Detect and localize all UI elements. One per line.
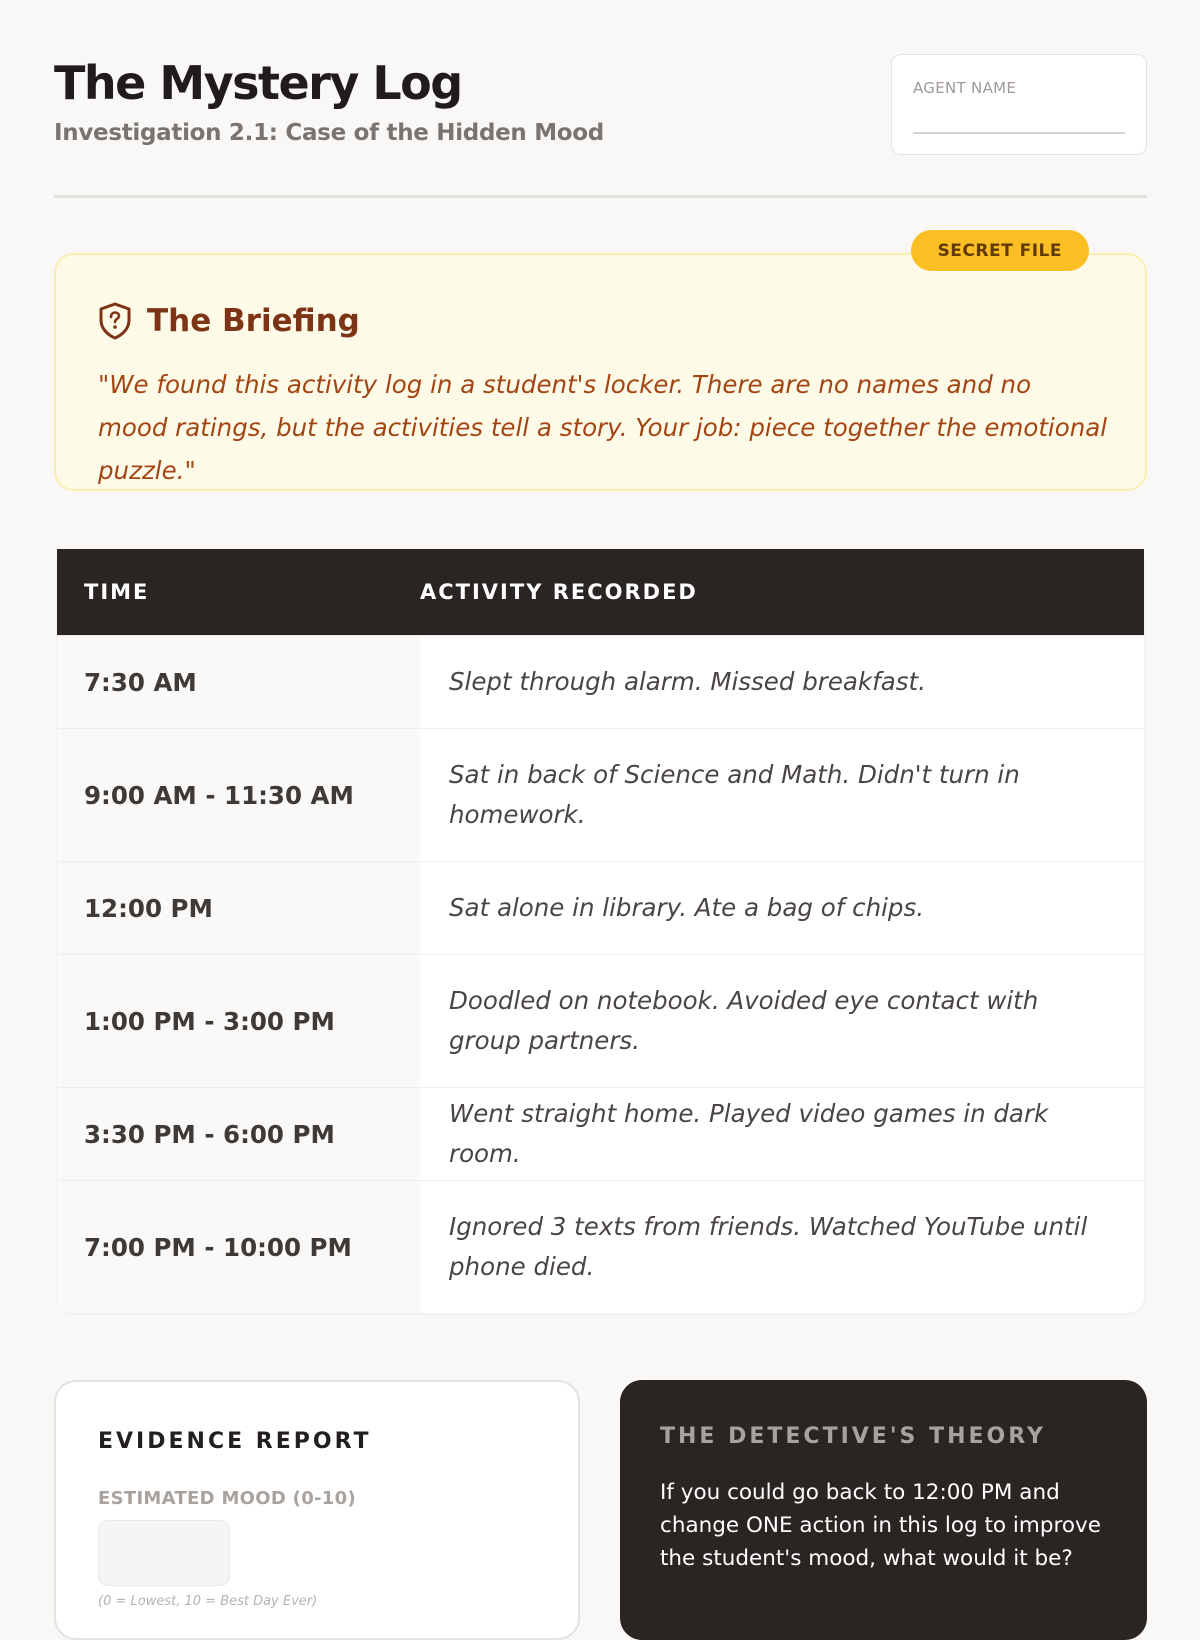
table-row — [57, 861, 1144, 954]
row-activity: Ignored 3 texts from friends. Watched YouTube until phone died. — [449, 1212, 1088, 1281]
table-row — [57, 728, 1144, 861]
briefing-header — [98, 302, 360, 340]
row-time: 9:00 AM - 11:30 AM — [57, 729, 420, 861]
page-title: The Mystery Log — [54, 56, 462, 110]
column-header-activity: ACTIVITY RECORDED — [420, 580, 698, 604]
page-header — [54, 0, 1147, 198]
agent-name-field[interactable] — [891, 54, 1147, 155]
row-activity: Doodled on notebook. Avoided eye contact with group partners. — [449, 986, 1039, 1055]
theory-title: THE DETECTIVE'S THEORY — [660, 1424, 1046, 1449]
row-time: 7:30 AM — [57, 636, 420, 728]
page-subtitle: Investigation 2.1: Case of the Hidden Mood — [54, 120, 604, 146]
evidence-report-card — [54, 1380, 580, 1640]
estimated-mood-input[interactable] — [98, 1520, 230, 1586]
briefing-card — [54, 240, 1147, 491]
row-time: 12:00 PM — [57, 862, 420, 954]
activity-log-table — [57, 549, 1144, 1313]
theory-question: If you could go back to 12:00 PM and change ONE action in this log to improve the student's mood, what would it be? — [660, 1480, 1101, 1571]
row-activity: Sat in back of Science and Math. Didn't turn in homework. — [449, 760, 1020, 829]
table-row — [57, 1087, 1144, 1180]
briefing-title: The Briefing — [147, 303, 360, 339]
detective-theory-card — [620, 1380, 1147, 1640]
row-activity: Sat alone in library. Ate a bag of chips. — [449, 893, 925, 922]
column-header-time: TIME — [84, 580, 150, 604]
table-row — [57, 954, 1144, 1087]
agent-name-label: AGENT NAME — [913, 79, 1017, 97]
row-activity: Went straight home. Played video games in dark room. — [449, 1099, 1049, 1168]
estimated-mood-label: ESTIMATED MOOD (0-10) — [98, 1488, 356, 1509]
secret-file-badge: SECRET FILE — [911, 230, 1089, 271]
table-header — [57, 549, 1144, 635]
row-activity: Slept through alarm. Missed breakfast. — [449, 667, 926, 696]
table-row — [57, 635, 1144, 728]
table-row — [57, 1180, 1144, 1313]
shield-question-icon — [98, 302, 132, 340]
evidence-report-title: EVIDENCE REPORT — [98, 1429, 372, 1454]
row-time: 1:00 PM - 3:00 PM — [57, 955, 420, 1087]
row-time: 7:00 PM - 10:00 PM — [57, 1181, 420, 1313]
row-time: 3:30 PM - 6:00 PM — [57, 1088, 420, 1180]
mood-scale-hint: (0 = Lowest, 10 = Best Day Ever) — [98, 1594, 318, 1609]
briefing-quote: "We found this activity log in a student's locker. There are no names and no mood ratings, but the activities tell a story. Your job: piece together the emotional puzzle." — [98, 370, 1108, 485]
mystery-log-page — [54, 0, 1147, 1609]
agent-name-input-line[interactable] — [913, 132, 1125, 134]
